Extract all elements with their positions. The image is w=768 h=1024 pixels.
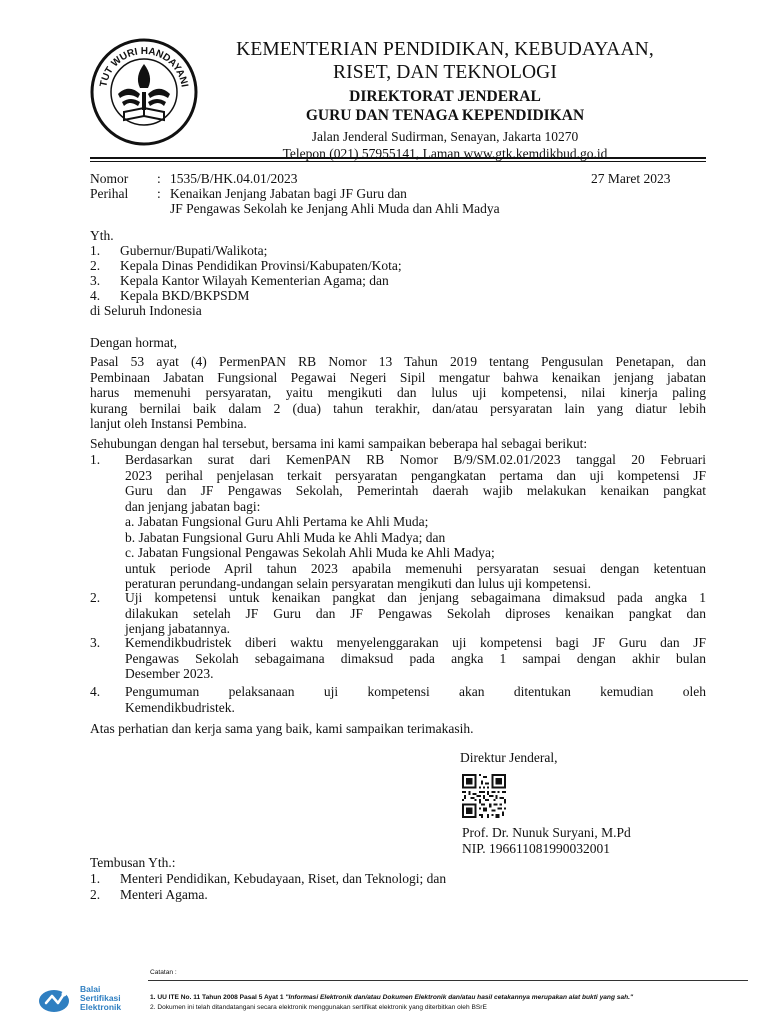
cc-text: Menteri Pendidikan, Kebudayaan, Riset, dan Teknologi; dan — [120, 871, 447, 886]
paragraph-1-line: lanjut oleh Instansi Pembina. — [90, 416, 247, 431]
office-contact: Telepon (021) 57955141, Laman www.gtk.kemdikbud.go.id — [282, 146, 608, 161]
paragraph-1 — [90, 354, 706, 432]
qr-code — [462, 774, 506, 818]
letterhead-rule-thick — [90, 157, 706, 159]
paragraph-1-line: Pasal 53 ayat (4) PermenPAN RB Nomor 13 Tahun 2019 tentang Pengusulan Penetapan, dan — [90, 354, 706, 369]
recipient-text: Kepala Kantor Wilayah Kementerian Agama; dan — [120, 273, 389, 288]
signatory-nip: NIP. 196611081990032001 — [462, 841, 611, 856]
office-address: Jalan Jenderal Sudirman, Senayan, Jakarta 10270 — [311, 129, 579, 144]
point-number: 4. — [90, 684, 101, 699]
point-number: 1. — [90, 452, 101, 467]
cc-text: Menteri Agama. — [120, 887, 208, 902]
footer-separator — [148, 980, 748, 981]
letter-date: 27 Maret 2023 — [591, 171, 671, 186]
perihal-line2: JF Pengawas Sekolah ke Jenjang Ahli Muda dan Ahli Madya — [170, 201, 500, 216]
point-line: Pengawas Sekolah sebagaimana dimaksud pada angka 1 sampai dengan akhir bulan — [125, 650, 706, 666]
point-line: jenjang jabatannya. — [125, 621, 230, 636]
directorate-name-line2: GURU DAN TENAGA KEPENDIDIKAN — [305, 107, 585, 124]
footer-note-1-reference: 1. UU ITE No. 11 Tahun 2008 Pasal 5 Ayat 1 — [150, 994, 286, 1001]
recipient-num: 4. — [90, 288, 101, 303]
point-4-body — [125, 684, 706, 715]
bsre-logo — [38, 985, 72, 1015]
paragraph-2-intro: Sehubungan dengan hal tersebut, bersama ini kami sampaikan beberapa hal sebagai berikut: — [90, 436, 588, 451]
recipient-text: Kepala Dinas Pendidikan Provinsi/Kabupaten/Kota; — [120, 258, 402, 273]
recipient-text: Gubernur/Bupati/Walikota; — [120, 243, 268, 258]
ministry-name-line2: RISET, DAN TEKNOLOGI — [333, 62, 557, 83]
recipient-num: 2. — [90, 258, 101, 273]
directorate-name-line1: DIREKTORAT JENDERAL — [349, 88, 541, 105]
signatory-title: Direktur Jenderal, — [460, 750, 558, 765]
point-line: Kemendikbudristek. — [125, 699, 235, 715]
perihal-colon: : — [157, 186, 161, 201]
bsre-logo-text: Balai Sertifikasi Elektronik — [80, 984, 122, 1012]
paragraph-1-line: Pembinaan Jabatan Fungsional Pegawai Negeri Sipil mengatur bahwa kenaikan jenjang jabatan — [90, 369, 706, 385]
ministry-name-line1: KEMENTERIAN PENDIDIKAN, KEBUDAYAAN, — [236, 39, 654, 60]
point-1-body — [125, 452, 706, 592]
point-line: Uji kompetensi untuk kenaikan pangkat dan jenjang sebagaimana dimaksud pada angka 1 — [125, 590, 706, 605]
cc-num: 2. — [90, 887, 101, 902]
logo-motto-text: TUT WURI HANDAYANI — [98, 45, 190, 88]
point-line: dan jenjang jabatan bagi: — [125, 498, 261, 514]
nomor-value: 1535/B/HK.04.01/2023 — [170, 171, 298, 186]
signatory-name: Prof. Dr. Nunuk Suryani, M.Pd — [462, 825, 631, 840]
point-number: 2. — [90, 590, 101, 605]
point-line: dilakukan setelah JF Guru dan JF Pengawas Sekolah diproses kenaikan pangkat dan — [125, 605, 706, 621]
footer-notes-label: Catatan : — [150, 969, 177, 976]
footer-note-1 — [150, 993, 633, 1002]
point-subitem: c. Jabatan Fungsional Pengawas Sekolah Ahli Muda ke Ahli Madya; — [125, 545, 495, 560]
tut-wuri-handayani-logo — [88, 36, 200, 148]
footer-note-1-quote: "Informasi Elektronik dan/atau Dokumen Elektronik dan/atau hasil cetakannya merupakan alat bukti yang sah." — [285, 994, 634, 1001]
footer-note-2: 2. Dokumen ini telah ditandatangani secara elektronik menggunakan sertifikat elektronik yang diterbitkan oleh BSrE — [150, 1004, 487, 1011]
point-number: 3. — [90, 635, 101, 650]
point-line: Guru dan JF Pengawas Sekolah, Pemerintah daerah wajib melakukan kenaikan pangkat — [125, 483, 706, 498]
letterhead-title-block — [200, 38, 690, 162]
recipient-num: 1. — [90, 243, 101, 258]
point-line: peraturan perundang-undangan selain persyaratan mengikuti dan lulus uji kompetensi. — [125, 576, 591, 591]
point-line: 2023 perihal penjelasan terkait persyaratan pengangkatan pertama dan uji kompetensi JF — [125, 467, 706, 483]
perihal-line1: Kenaikan Jenjang Jabatan bagi JF Guru dan — [170, 186, 407, 201]
recipient-num: 3. — [90, 273, 101, 288]
paragraph-1-line: kurang bernilai baik dalam 2 (dua) tahun terakhir, dan/atau persyaratan lain yang diatur lebih — [90, 400, 706, 416]
paragraph-1-line: harus memenuhi persyaratan, yaitu mengikuti dan lulus uji kompetensi, nilai kinerja paling — [90, 385, 706, 400]
recipients-yth: Yth. — [90, 228, 114, 243]
point-3-body — [125, 635, 706, 682]
perihal-label: Perihal — [90, 186, 129, 201]
nomor-colon: : — [157, 171, 161, 186]
point-line: Pengumuman pelaksanaan uji kompetensi akan ditentukan kemudian oleh — [125, 684, 706, 699]
point-line: Kemendikbudristek diberi waktu menyelenggarakan uji kompetensi bagi JF Guru dan JF — [125, 635, 706, 650]
point-2-body — [125, 590, 706, 637]
letterhead-rule-thin — [90, 161, 706, 162]
recipient-text: Kepala BKD/BKPSDM — [120, 288, 250, 303]
closing-sentence: Atas perhatian dan kerja sama yang baik, kami sampaikan terimakasih. — [90, 721, 474, 736]
recipients-location: di Seluruh Indonesia — [90, 303, 202, 318]
point-line: Berdasarkan surat dari KemenPAN RB Nomor B/9/SM.02.01/2023 tanggal 20 Februari — [125, 452, 706, 467]
point-line: untuk periode April tahun 2023 apabila memenuhi persyaratan sesuai dengan ketentuan — [125, 560, 706, 576]
point-line: Desember 2023. — [125, 666, 214, 681]
nomor-label: Nomor — [90, 171, 129, 186]
cc-label: Tembusan Yth.: — [90, 855, 176, 870]
point-subitem: a. Jabatan Fungsional Guru Ahli Pertama ke Ahli Muda; — [125, 514, 429, 529]
cc-num: 1. — [90, 871, 101, 886]
point-subitem: b. Jabatan Fungsional Guru Ahli Muda ke Ahli Madya; dan — [125, 529, 446, 545]
greeting: Dengan hormat, — [90, 335, 177, 350]
